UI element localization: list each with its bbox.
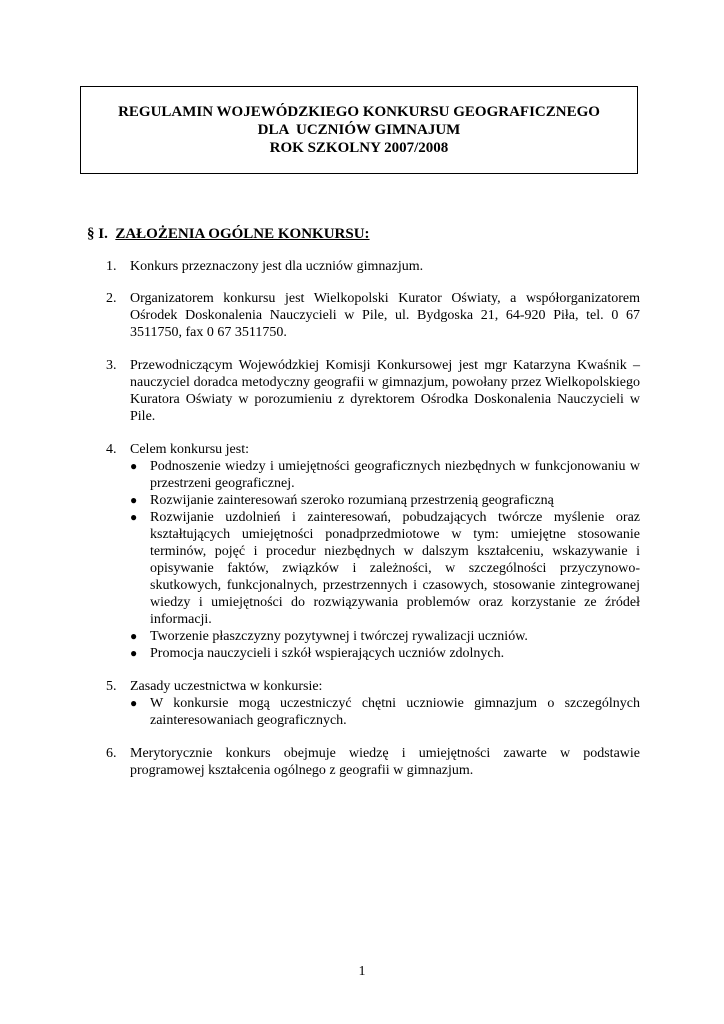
bullet-item: ● Promocja nauczycieli i szkół wspierających uczniów zdolnych.	[130, 646, 505, 661]
bullet-item: ● Rozwijanie zainteresowań szeroko rozumianą przestrzenią geograficzną	[130, 493, 554, 508]
title-line-2: DLA UCZNIÓW GIMNAJUM	[257, 122, 461, 138]
item-number: 3.	[106, 358, 117, 373]
item-text: Merytorycznie konkurs obejmuje wiedzę i umiejętności zawarte w podstawie programowej kształcenia ogólnego z geografii w gimnazjum.	[130, 746, 640, 778]
bullet-icon: ●	[130, 459, 138, 473]
item-number: 4.	[106, 442, 117, 457]
item-number: 6.	[106, 746, 117, 761]
page-number: 1	[358, 964, 366, 979]
list-item	[106, 290, 640, 341]
numbered-list	[106, 258, 640, 796]
bullet-item: ● Rozwijanie uzdolnień i zainteresowań, pobudzających twórcze myślenie oraz kształtujących umiejętności ponadprzedmiotowe w tym: umiejętne stosowanie terminów, pojęć i procedur niezbędnych w dalszym kształceniu, wskazywanie i opisywanie faktów, związków i zależności, w szczególności przyczynowo-skutkowych, funkcjonalnych, przestrzennych i czasowych, stosowanie zintegrowanej wiedzy i umiejętności do rozwiązywania problemów oraz korzystanie ze źródeł informacji.	[130, 510, 640, 627]
list-item	[106, 745, 640, 779]
bullet-list	[130, 458, 640, 662]
item-text: Organizatorem konkursu jest Wielkopolski Kurator Oświaty, a współorganizatorem Ośrodek Doskonalenia Nauczycieli w Pile, ul. Bydgoska 21, 64-920 Piła, tel. 0 67 3511750, fax 0 67 3511750.	[130, 291, 640, 340]
bullet-icon: ●	[130, 493, 138, 507]
bullet-icon: ●	[130, 510, 138, 524]
bullet-icon: ●	[130, 696, 138, 710]
bullet-item: ● Podnoszenie wiedzy i umiejętności geograficznych niezbędnych w funkcjonowaniu w przestrzeni geograficznej.	[130, 459, 640, 491]
bullet-item: ● W konkursie mogą uczestniczyć chętni uczniowie gimnazjum o szczególnych zainteresowaniach geograficznych.	[130, 696, 640, 728]
item-number: 1.	[106, 259, 117, 274]
bullet-list	[130, 695, 640, 729]
item-text: Przewodniczącym Wojewódzkiej Komisji Konkursowej jest mgr Katarzyna Kwaśnik – nauczyciel doradca metodyczny geografii w gimnazjum, powołany przez Wielkopolskiego Kuratora Oświaty w porozumieniu z dyrektorem Ośrodka Doskonalenia Nauczycieli w Pile.	[130, 358, 640, 424]
list-item	[106, 441, 640, 662]
list-item	[106, 678, 640, 729]
bullet-item: ● Tworzenie płaszczyzny pozytywnej i twórczej rywalizacji uczniów.	[130, 629, 528, 644]
list-item	[106, 258, 640, 275]
item-text: Zasady uczestnictwa w konkursie:	[130, 679, 323, 694]
section-title: ZAŁOŻENIA OGÓLNE KONKURSU:	[115, 226, 370, 242]
bullet-icon: ●	[130, 646, 138, 660]
item-number: 2.	[106, 291, 117, 306]
section-heading	[87, 226, 370, 243]
title-line-1: REGULAMIN WOJEWÓDZKIEGO KONKURSU GEOGRAFICZNEGO	[118, 104, 600, 120]
section-prefix: § I.	[87, 226, 108, 242]
title-line-3: ROK SZKOLNY 2007/2008	[269, 140, 449, 156]
item-number: 5.	[106, 679, 117, 694]
item-text: Celem konkursu jest:	[130, 442, 249, 457]
document-title-box	[80, 86, 638, 174]
list-item	[106, 357, 640, 425]
bullet-icon: ●	[130, 629, 138, 643]
item-text: Konkurs przeznaczony jest dla uczniów gimnazjum.	[130, 259, 424, 274]
